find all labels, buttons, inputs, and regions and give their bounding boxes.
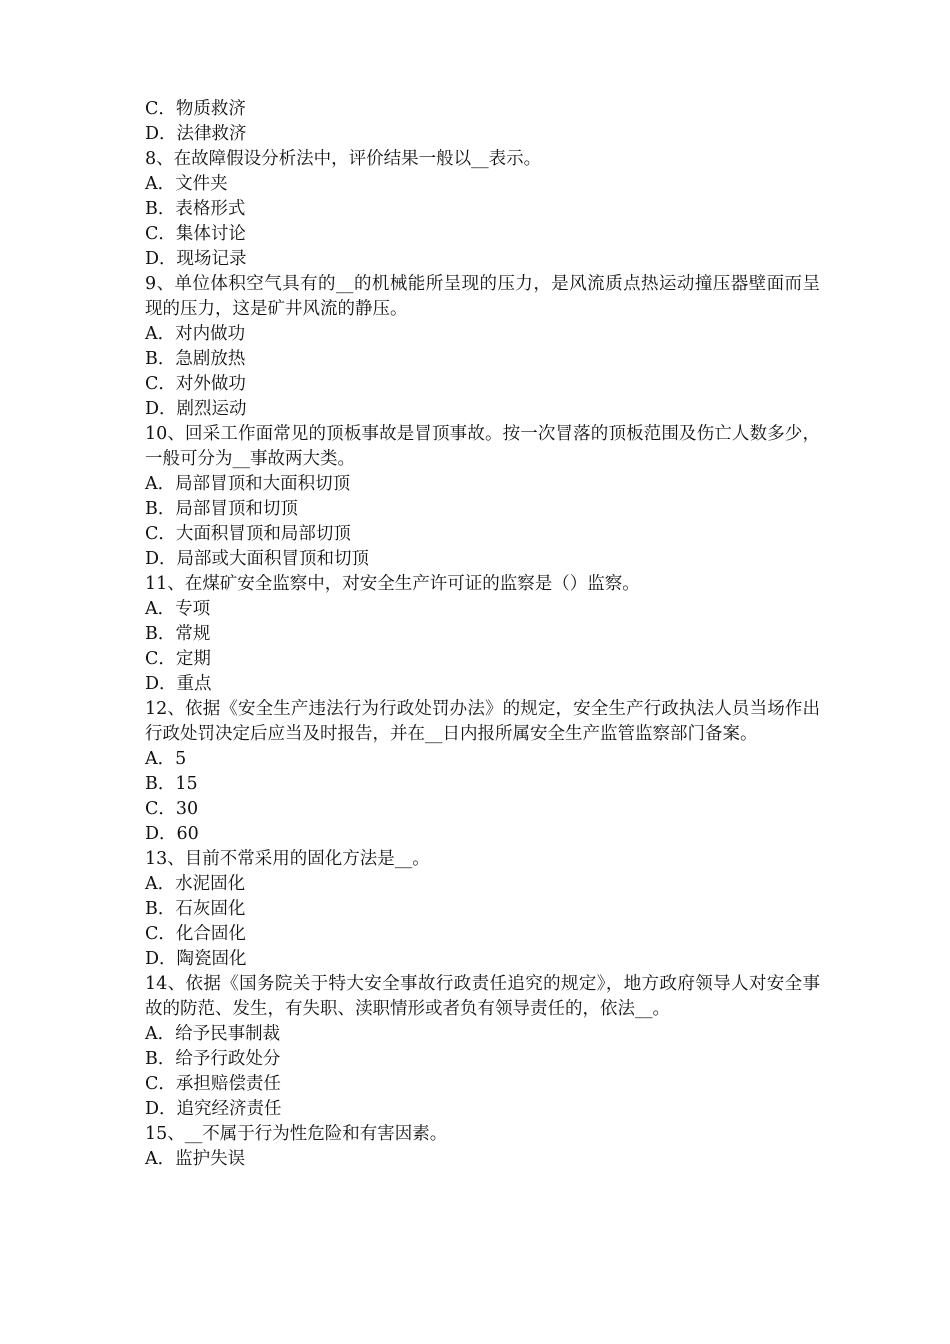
answer-option: B．给予行政处分 [145, 1049, 281, 1069]
answer-option: A．文件夹 [145, 174, 228, 194]
document-body [145, 97, 820, 1172]
answer-option: A．水泥固化 [145, 874, 246, 894]
answer-option: A．专项 [145, 599, 211, 619]
answer-option: D．法律救济 [145, 124, 247, 144]
answer-option: B．急剧放热 [145, 349, 246, 369]
answer-option: D．追究经济责任 [145, 1099, 282, 1119]
answer-option: D．剧烈运动 [145, 399, 247, 419]
answer-option: C．化合固化 [145, 924, 246, 944]
question-text: 8、在故障假设分析法中，评价结果一般以__表示。 [145, 149, 542, 169]
answer-option: A．对内做功 [145, 324, 246, 344]
question-text: 12、依据《安全生产违法行为行政处罚办法》的规定，安全生产行政执法人员当场作出行政处罚决定后应当及时报告，并在__日内报所属安全生产监管监察部门备案。 [145, 699, 820, 744]
answer-option: D．60 [145, 824, 199, 844]
answer-option: C．30 [145, 799, 199, 819]
question-text: 15、__不属于行为性危险和有害因素。 [145, 1124, 448, 1144]
answer-option: D．陶瓷固化 [145, 949, 247, 969]
answer-option: A．监护失误 [145, 1149, 246, 1169]
question-text: 14、依据《国务院关于特大安全事故行政责任追究的规定》，地方政府领导人对安全事故的防范、发生，有失职、渎职情形或者负有领导责任的，依法__。 [145, 974, 820, 1019]
question-text: 13、目前不常采用的固化方法是__。 [145, 849, 430, 869]
answer-option: C．物质救济 [145, 99, 246, 119]
answer-option: C．定期 [145, 649, 211, 669]
answer-option: B．15 [145, 774, 198, 794]
answer-option: A．局部冒顶和大面积切顶 [145, 474, 351, 494]
answer-option: A．5 [145, 749, 187, 769]
answer-option: D．局部或大面积冒顶和切顶 [145, 549, 370, 569]
question-text: 11、在煤矿安全监察中，对安全生产许可证的监察是（）监察。 [145, 574, 640, 594]
answer-option: C．集体讨论 [145, 224, 246, 244]
answer-option: B．石灰固化 [145, 899, 246, 919]
question-text: 9、单位体积空气具有的__的机械能所呈现的压力，是风流质点热运动撞压器壁面而呈现的压力，这是矿井风流的静压。 [145, 274, 820, 319]
answer-option: C．对外做功 [145, 374, 246, 394]
answer-option: B．表格形式 [145, 199, 246, 219]
question-text: 10、回采工作面常见的顶板事故是冒顶事故。按一次冒落的顶板范围及伤亡人数多少，一般可分为__事故两大类。 [145, 424, 820, 469]
answer-option: D．重点 [145, 674, 212, 694]
answer-option: C．大面积冒顶和局部切顶 [145, 524, 351, 544]
answer-option: B．局部冒顶和切顶 [145, 499, 298, 519]
answer-option: C．承担赔偿责任 [145, 1074, 281, 1094]
answer-option: A．给予民事制裁 [145, 1024, 281, 1044]
answer-option: D．现场记录 [145, 249, 247, 269]
answer-option: B．常规 [145, 624, 211, 644]
